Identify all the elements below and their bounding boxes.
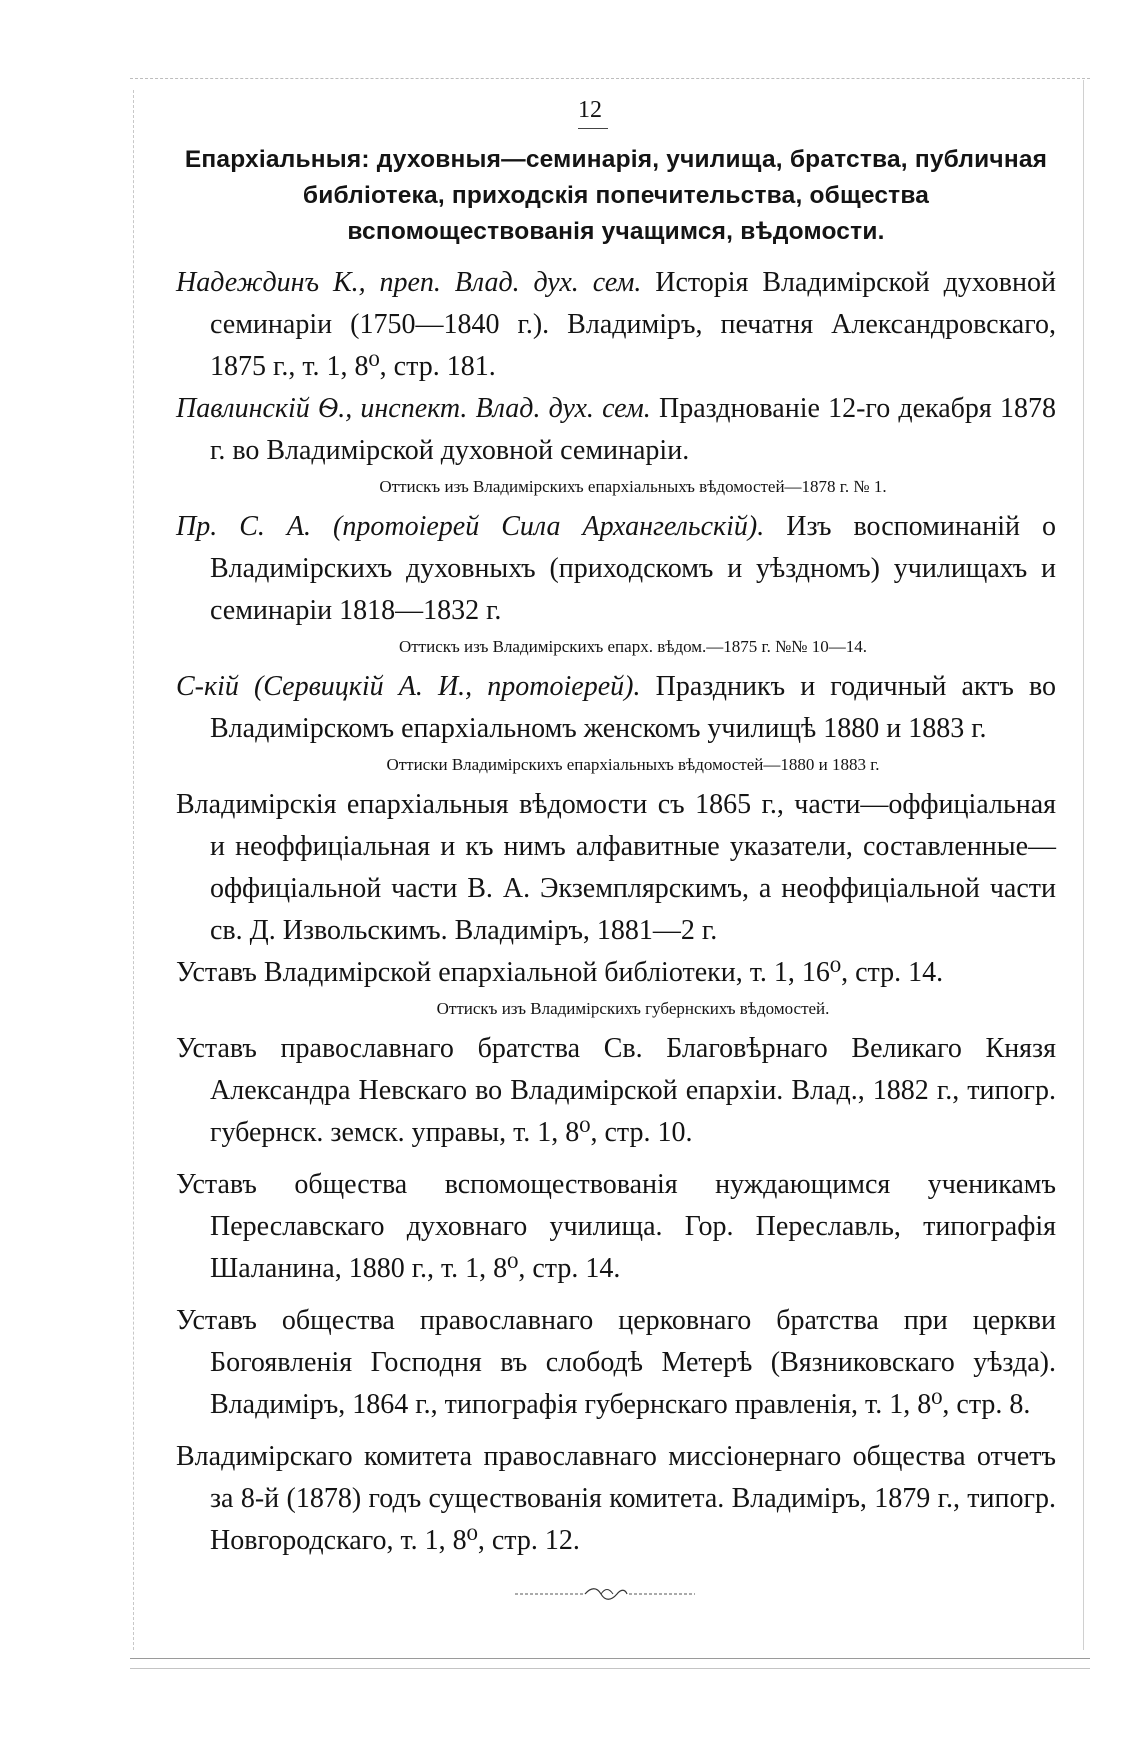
entry-author: Пр. С. А. (протоіерей Сила Архангельскій).	[176, 511, 765, 542]
entry-author: Павлинскій Ѳ., инспект. Влад. дух. сем.	[176, 393, 651, 424]
bibliography-entry	[176, 666, 1056, 750]
page-number: 12	[578, 97, 602, 123]
entry-note: Оттискъ изъ Владимірскихъ губернскихъ вѣдомостей.	[436, 999, 830, 1018]
section-heading: Епархіальныя: духовныя—семинарія, училища, братства, публичная библіотека, приходскія попечительства, общества вспомоществованія учащимся, вѣдомости.	[184, 146, 1048, 245]
frame-top-rule	[130, 78, 1090, 79]
spacer	[176, 1426, 1056, 1436]
entry-author: Надеждинъ К., преп. Влад. дух. сем.	[176, 267, 642, 298]
spacer	[176, 1290, 1056, 1300]
spacer	[176, 1154, 1056, 1164]
entry-text: Изъ воспоминаній о Владимірскихъ духовныхъ (приходскомъ и уѣздномъ) училищахъ и семинаріи 1818—1832 г.	[210, 511, 1056, 626]
entry-text: Исторія Владимірской духовной семинаріи (1750—1840 г.). Владиміръ, печатня Александровскаго, 1875 г., т. 1, 8⁰, стр. 181.	[210, 267, 1056, 382]
entry-text: Владимірскаго комитета православнаго миссіонернаго общества отчетъ за 8-й (1878) годъ существованія комитета. Владиміръ, 1879 г., типогр. Новгородскаго, т. 1, 8⁰, стр. 12.	[176, 1441, 1056, 1556]
entry-text: Уставъ общества православнаго церковнаго братства при церкви Богоявленія Господня въ слободѣ Метерѣ (Вязниковскаго уѣзда). Владиміръ, 1864 г., типографія губернскаго правленія, т. 1, 8⁰, стр. 8.	[176, 1305, 1056, 1420]
frame-bottom-rule-secondary	[130, 1668, 1090, 1669]
bibliography-entry	[176, 262, 1056, 388]
frame-bottom-rule	[130, 1658, 1090, 1659]
entry-text: Праздникъ и годичный актъ во Владимірскомъ епархіальномъ женскомъ училищѣ 1880 и 1883 г.	[210, 671, 1057, 744]
entry-text: Владимірскія епархіальныя вѣдомости съ 1865 г., части—оффиціальная и неоффиціальная и къ нимъ алфавитные указатели, составленные—оффиціальной части В. А. Экземплярскимъ, а неоффиціальной части св. Д. Извольскимъ. Владиміръ, 1881—2 г.	[176, 789, 1056, 946]
page-content	[176, 142, 1056, 1562]
frame-left-rule	[133, 90, 134, 1650]
frame-right-rule	[1083, 80, 1084, 1650]
bibliography-entry	[176, 1028, 1056, 1154]
entry-author: С-кій (Сервицкій А. И., протоіерей).	[176, 671, 641, 702]
bibliography-entry	[176, 784, 1056, 952]
bibliography-entry	[176, 506, 1056, 632]
ornament-divider-icon	[505, 1584, 705, 1604]
bibliography-entry	[176, 1300, 1056, 1426]
bibliography-entry	[176, 388, 1056, 472]
entry-note: Оттискъ изъ Владимірскихъ епарх. вѣдом.—1875 г. №№ 10—14.	[398, 637, 868, 656]
entry-text: Празднованіе 12-го декабря 1878 г. во Владимірской духовной семинаріи.	[210, 393, 1057, 466]
page-number-underline	[578, 128, 608, 129]
entry-text: Уставъ общества вспомоществованія нуждающимся ученикамъ Переславскаго духовнаго училища. Гор. Переславль, типографія Шаланина, 1880 г., т. 1, 8⁰, стр. 14.	[176, 1169, 1056, 1284]
entry-note: Оттискъ изъ Владимірскихъ епархіальныхъ вѣдомостей—1878 г. № 1.	[379, 477, 887, 496]
entry-text: Уставъ православнаго братства Св. Благовѣрнаго Великаго Князя Александра Невскаго во Владимірской епархіи. Влад., 1882 г., типогр. губернск. земск. управы, т. 1, 8⁰, стр. 10.	[176, 1033, 1056, 1148]
bibliography-entry	[176, 952, 1056, 994]
bibliography-entry	[176, 1436, 1056, 1562]
entry-note: Оттиски Владимірскихъ епархіальныхъ вѣдомостей—1880 и 1883 г.	[386, 755, 880, 774]
bibliography-entry	[176, 1164, 1056, 1290]
entry-text: Уставъ Владимірской епархіальной библіотеки, т. 1, 16⁰, стр. 14.	[176, 957, 944, 988]
